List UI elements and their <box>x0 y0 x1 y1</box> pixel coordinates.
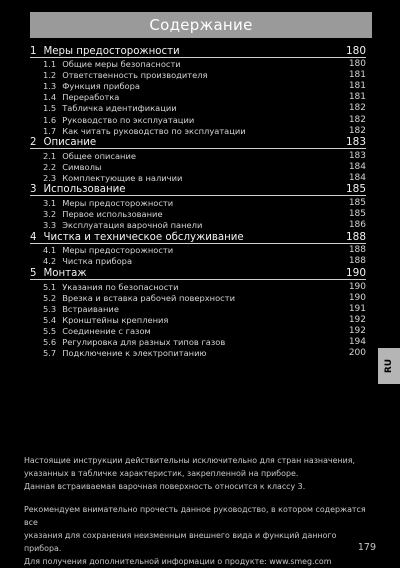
toc-item-title: Чистка прибора <box>62 256 133 267</box>
toc-section-title: Использование <box>43 184 126 196</box>
note-line: Рекомендуем внимательно прочесть данное руководство, в котором содержатся все <box>24 505 366 527</box>
toc-item-number: 1.7 <box>43 125 57 136</box>
toc-item-row[interactable] <box>30 162 366 173</box>
toc-item-row[interactable] <box>30 173 366 184</box>
toc-section-number: 1 <box>30 45 37 57</box>
toc-item-number: 1.2 <box>43 70 57 81</box>
toc-item-page: 181 <box>348 92 366 103</box>
table-of-contents <box>30 45 366 359</box>
toc-section-title: Меры предосторожности <box>43 45 180 57</box>
toc-item-title: Соединение с газом <box>62 325 151 336</box>
toc-item-title: Эксплуатация варочной панели <box>62 220 203 231</box>
toc-section-row[interactable] <box>30 184 366 197</box>
toc-item-number: 1.3 <box>43 81 57 92</box>
toc-item-number: 5.5 <box>43 325 57 336</box>
toc-item-title: Меры предосторожности <box>62 198 174 209</box>
toc-section-row[interactable] <box>30 267 366 280</box>
toc-item-number: 1.5 <box>43 103 57 114</box>
toc-item-title: Встраивание <box>62 303 119 314</box>
toc-item-number: 3.3 <box>43 220 57 231</box>
toc-item-title: Первое использование <box>62 209 163 220</box>
toc-item-page: 192 <box>348 314 366 325</box>
toc-item-number: 1.1 <box>43 59 57 70</box>
toc-item-number: 2.1 <box>43 150 57 161</box>
toc-item-page: 188 <box>348 245 366 256</box>
toc-section-title: Описание <box>43 137 97 149</box>
toc-section-title: Чистка и техническое обслуживание <box>43 231 244 243</box>
toc-item-page: 194 <box>348 336 366 347</box>
note-line: Данная встраиваемая варочная поверхность относится к классу 3. <box>24 482 306 491</box>
toc-item-row[interactable] <box>30 103 366 114</box>
note-line: указанных в табличке характеристик, закрепленной на приборе. <box>24 469 299 478</box>
toc-item-number: 1.6 <box>43 114 57 125</box>
toc-item-page: 191 <box>348 303 366 314</box>
toc-item-row[interactable] <box>30 151 366 162</box>
toc-item-title: Табличка идентификации <box>62 103 177 114</box>
toc-item-title: Регулировка для разных типов газов <box>62 336 226 347</box>
toc-item-page: 181 <box>348 81 366 92</box>
toc-item-page: 184 <box>348 172 366 183</box>
toc-section-row[interactable] <box>30 137 366 150</box>
toc-item-row[interactable] <box>30 245 366 256</box>
notes-block-2 <box>24 503 376 568</box>
toc-item-number: 5.7 <box>43 348 57 359</box>
toc-section-number: 3 <box>30 184 37 196</box>
toc-item-number: 4.1 <box>43 245 57 256</box>
note-line: Для получения дополнительной информации о продукте: www.smeg.com <box>24 557 332 566</box>
toc-item-title: Как читать руководство по эксплуатации <box>62 125 246 136</box>
toc-section-title: Монтаж <box>43 267 87 279</box>
toc-item-number: 5.6 <box>43 336 57 347</box>
toc-item-row[interactable] <box>30 293 366 304</box>
toc-item-row[interactable] <box>30 256 366 267</box>
toc-item-page: 185 <box>348 198 366 209</box>
toc-item-row[interactable] <box>30 59 366 70</box>
toc-item-row[interactable] <box>30 348 366 359</box>
toc-section-page: 190 <box>345 266 366 279</box>
toc-section-number: 2 <box>30 137 37 149</box>
toc-section-page: 183 <box>345 136 366 149</box>
toc-item-row[interactable] <box>30 337 366 348</box>
toc-item-row[interactable] <box>30 315 366 326</box>
toc-item-row[interactable] <box>30 114 366 125</box>
toc-item-title: Общие меры безопасности <box>62 59 181 70</box>
toc-item-page: 180 <box>348 59 366 70</box>
toc-item-number: 3.1 <box>43 198 57 209</box>
toc-item-page: 184 <box>348 161 366 172</box>
toc-item-number: 1.4 <box>43 92 57 103</box>
toc-item-page: 200 <box>348 348 366 359</box>
toc-item-title: Меры предосторожности <box>62 245 174 256</box>
toc-item-row[interactable] <box>30 220 366 231</box>
toc-item-row[interactable] <box>30 281 366 292</box>
toc-item-row[interactable] <box>30 326 366 337</box>
toc-item-page: 188 <box>348 256 366 267</box>
toc-item-row[interactable] <box>30 209 366 220</box>
toc-item-page: 183 <box>348 150 366 161</box>
toc-item-row[interactable] <box>30 126 366 137</box>
toc-item-number: 2.3 <box>43 172 57 183</box>
toc-item-page: 190 <box>348 281 366 292</box>
note-line: Настоящие инструкции действительны исключительно для стран назначения, <box>24 456 355 465</box>
toc-item-title: Кронштейны крепления <box>62 314 169 325</box>
toc-section-row[interactable] <box>30 45 366 58</box>
toc-item-page: 182 <box>348 103 366 114</box>
toc-item-title: Врезка и вставка рабочей поверхности <box>62 292 235 303</box>
toc-item-row[interactable] <box>30 81 366 92</box>
toc-item-row[interactable] <box>30 304 366 315</box>
notes-block-1 <box>24 454 376 493</box>
toc-item-row[interactable] <box>30 70 366 81</box>
toc-item-title: Ответственность производителя <box>62 70 208 81</box>
toc-item-title: Подключение к электропитанию <box>62 348 207 359</box>
toc-section-page: 185 <box>345 183 366 196</box>
toc-item-page: 181 <box>348 70 366 81</box>
toc-item-page: 190 <box>348 292 366 303</box>
toc-item-title: Общее описание <box>62 150 136 161</box>
toc-item-title: Руководство по эксплуатации <box>62 114 195 125</box>
toc-section-page: 188 <box>345 230 366 243</box>
toc-item-number: 5.1 <box>43 281 57 292</box>
toc-item-title: Переработка <box>62 92 120 103</box>
toc-item-row[interactable] <box>30 198 366 209</box>
toc-item-page: 186 <box>348 220 366 231</box>
toc-item-title: Указания по безопасности <box>62 281 179 292</box>
toc-item-title: Комплектующие в наличии <box>62 172 183 183</box>
toc-item-page: 182 <box>348 114 366 125</box>
toc-section-page: 180 <box>345 44 366 57</box>
toc-item-page: 182 <box>348 125 366 136</box>
toc-item-title: Символы <box>62 161 102 172</box>
toc-item-page: 185 <box>348 209 366 220</box>
toc-item-number: 5.2 <box>43 292 57 303</box>
toc-section-number: 5 <box>30 267 37 279</box>
toc-item-row[interactable] <box>30 92 366 103</box>
toc-item-title: Функция прибора <box>62 81 140 92</box>
toc-item-page: 192 <box>348 325 366 336</box>
page-title: Содержание <box>30 12 372 38</box>
toc-item-number: 5.4 <box>43 314 57 325</box>
language-tab <box>378 348 400 384</box>
toc-section-row[interactable] <box>30 231 366 244</box>
toc-item-number: 5.3 <box>43 303 57 314</box>
toc-section-number: 4 <box>30 231 37 243</box>
toc-item-number: 4.2 <box>43 256 57 267</box>
note-line: указания для сохранения неизменным внешнего вида и функций данного прибора. <box>24 531 337 553</box>
toc-item-number: 2.2 <box>43 161 57 172</box>
toc-item-number: 3.2 <box>43 209 57 220</box>
language-tab-label: RU <box>384 358 394 374</box>
page-number: 179 <box>357 542 376 553</box>
